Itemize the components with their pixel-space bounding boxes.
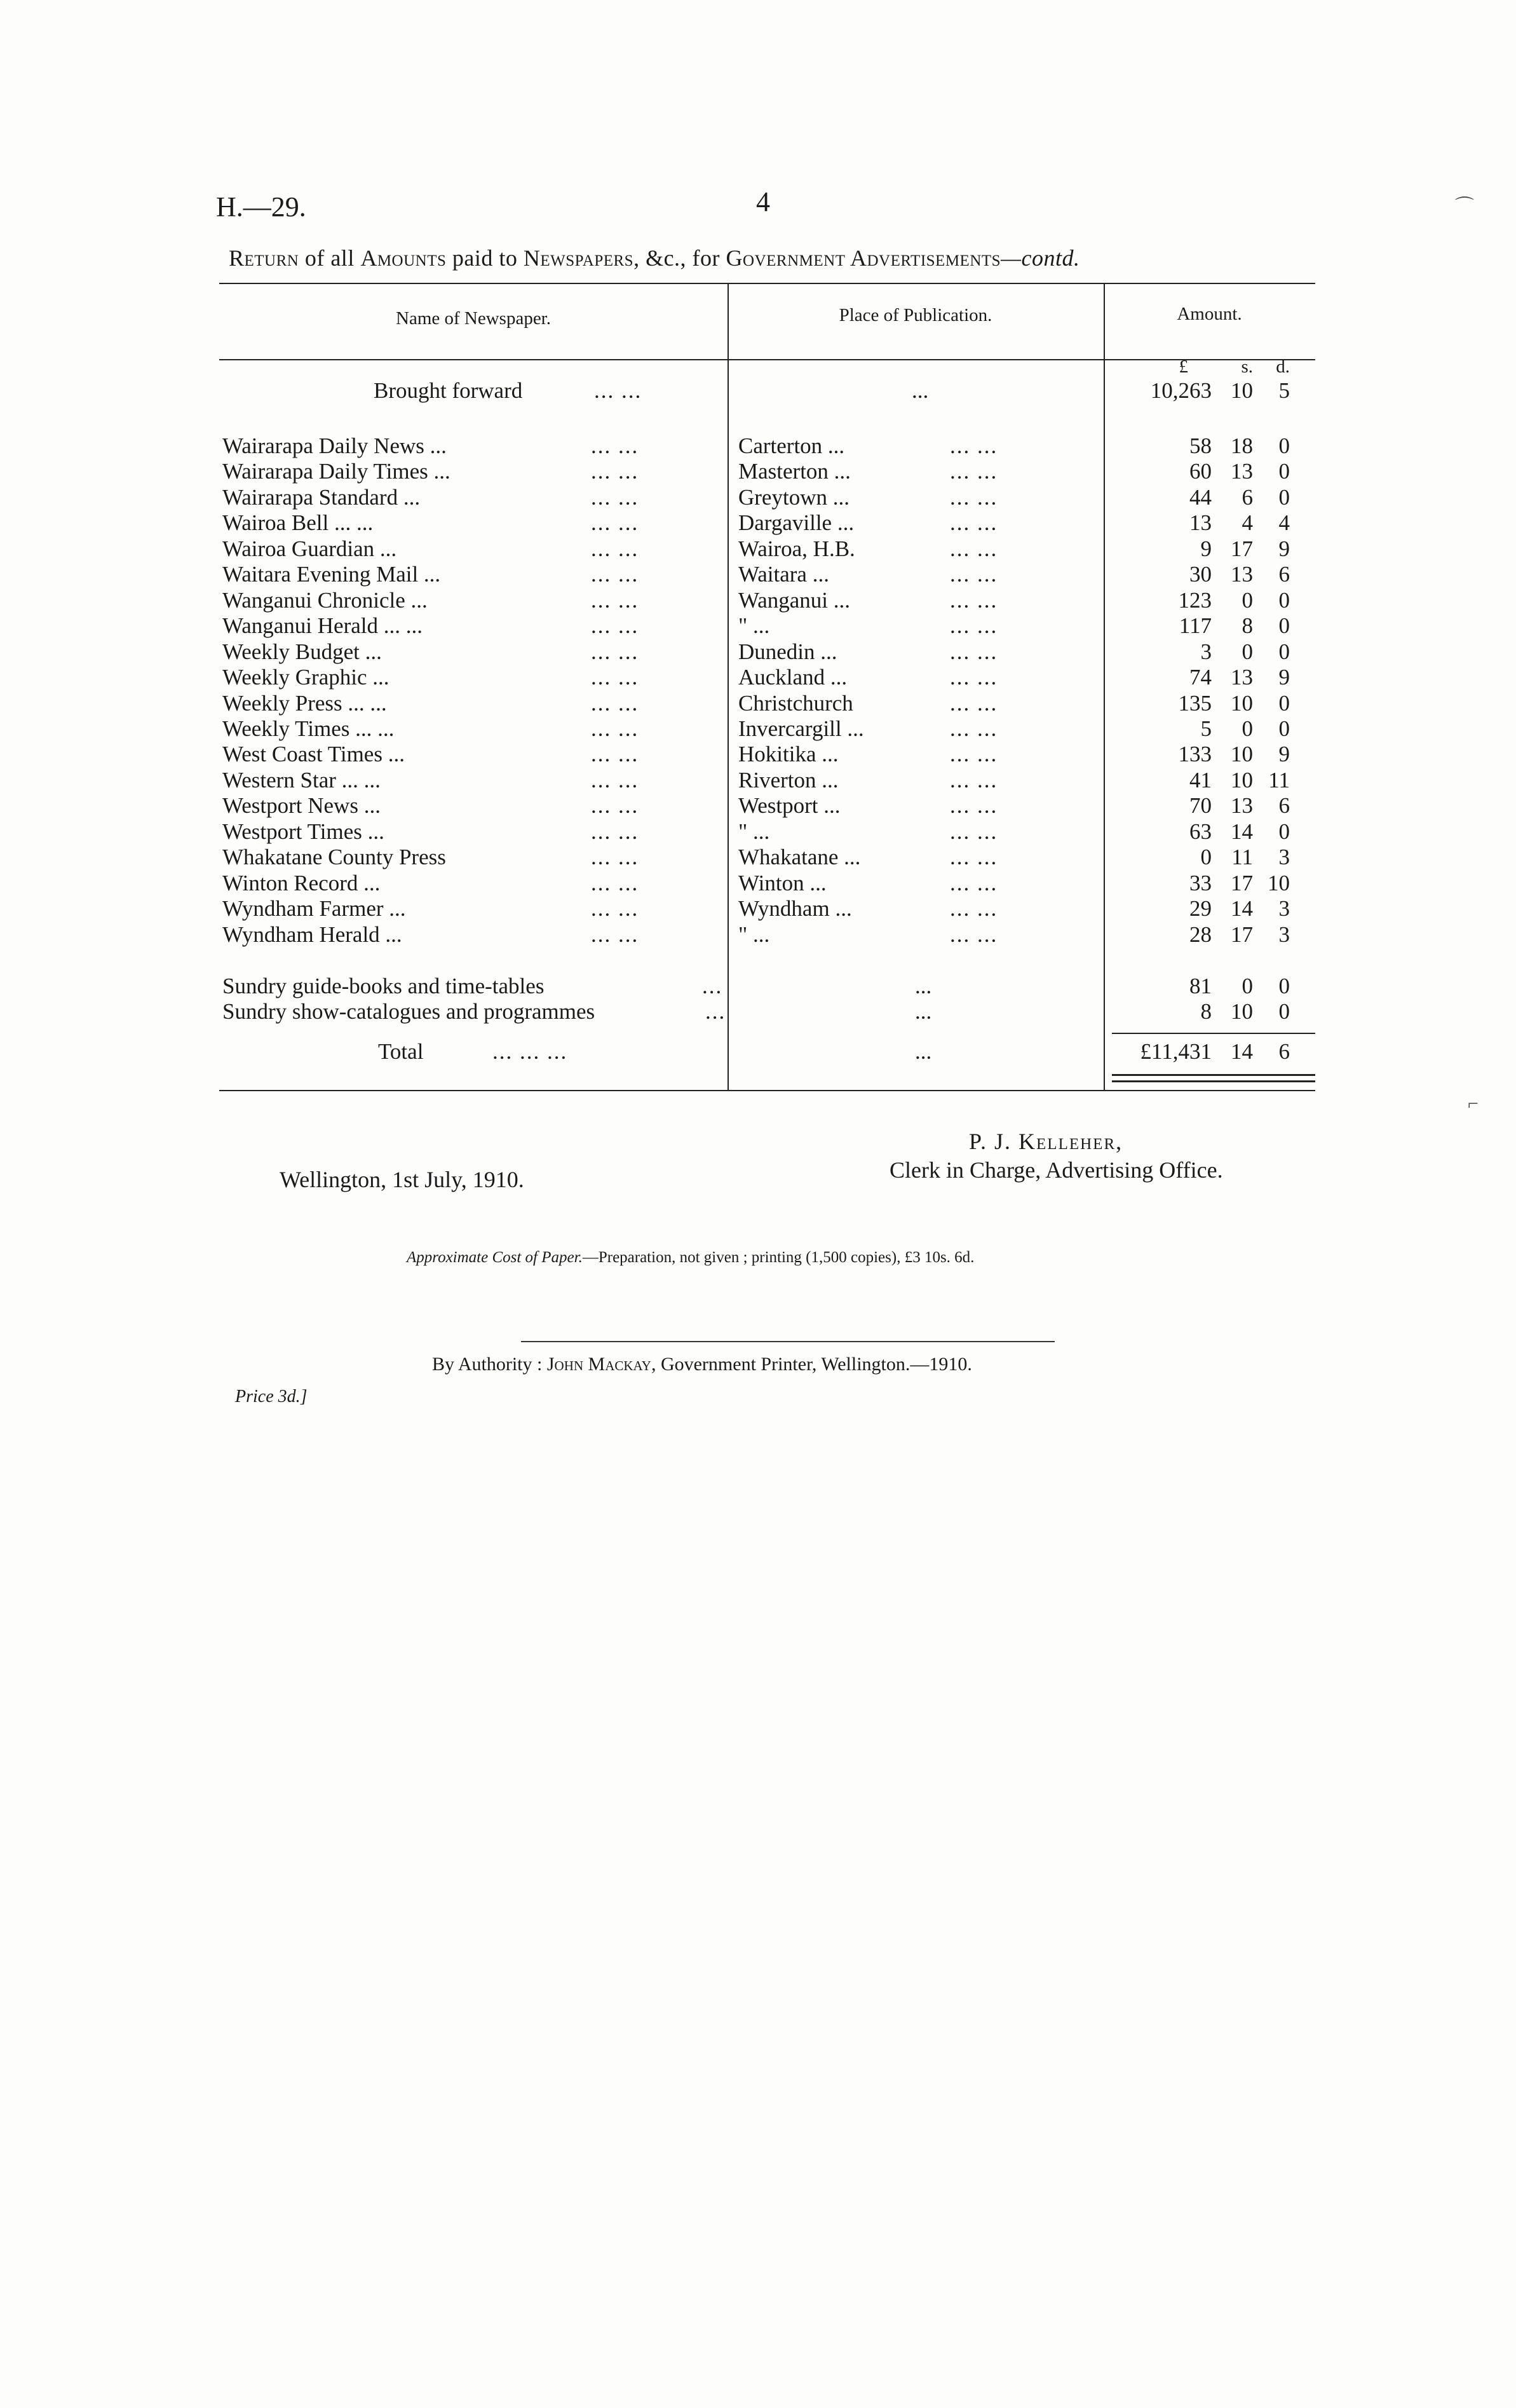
amount-shillings: 13 xyxy=(1231,793,1253,819)
amount-pounds: 135 xyxy=(1178,690,1212,716)
amount-pence: 9 xyxy=(1278,742,1290,767)
amount-shillings: 0 xyxy=(1242,716,1253,741)
place-of-publication: Wairoa, H.B. xyxy=(738,536,855,561)
amount-pence: 3 xyxy=(1278,845,1290,870)
place-leader-dots: ... ... xyxy=(950,459,998,484)
total-place-dots: ... xyxy=(915,1039,932,1064)
sundry-pounds: 81 xyxy=(1189,974,1212,998)
newspaper-name: Weekly Graphic ... xyxy=(222,665,389,690)
title-contd: —contd. xyxy=(1001,245,1080,271)
amount-shillings: 17 xyxy=(1231,922,1253,947)
amount-shillings: 8 xyxy=(1242,613,1253,639)
newspaper-name: Weekly Press ... ... xyxy=(222,690,387,716)
brought-forward-shillings: 10 xyxy=(1231,378,1253,403)
amount-pounds: 41 xyxy=(1189,767,1212,792)
sundry-shillings: 0 xyxy=(1242,974,1253,998)
place-leader-dots: ... ... xyxy=(950,536,998,561)
place-of-publication: " ... xyxy=(738,819,770,844)
place-of-publication: " ... xyxy=(738,922,770,947)
place-leader-dots: ... ... xyxy=(950,562,998,587)
name-leader-dots: ... ... xyxy=(591,870,639,895)
amount-shillings: 10 xyxy=(1231,690,1253,716)
amount-pence: 3 xyxy=(1278,896,1290,922)
title-etc-for: &c., for xyxy=(646,245,721,271)
table-row xyxy=(219,742,1315,767)
total-row xyxy=(219,1039,1315,1065)
place-of-publication: Whakatane ... xyxy=(738,845,861,870)
amount-pounds: 70 xyxy=(1189,793,1212,819)
brought-forward-place-dots: ... xyxy=(912,378,929,403)
total-dots: ... ... ... xyxy=(492,1039,568,1064)
newspaper-name: Whakatane County Press xyxy=(222,845,446,870)
amount-shillings: 17 xyxy=(1231,870,1253,895)
place-leader-dots: ... ... xyxy=(950,742,998,767)
title-amounts: Amounts xyxy=(360,245,447,271)
place-leader-dots: ... ... xyxy=(950,896,998,922)
brought-forward-pounds: 10,263 xyxy=(1150,378,1212,403)
amount-shillings: 13 xyxy=(1231,665,1253,690)
name-leader-dots: ... ... xyxy=(591,433,639,458)
name-leader-dots: ... ... xyxy=(591,613,639,639)
table-bottom-rule xyxy=(219,1090,1315,1091)
amount-shillings: 17 xyxy=(1231,536,1253,561)
place-of-publication: Wanganui ... xyxy=(738,587,851,613)
table-row xyxy=(219,768,1315,793)
scan-mark: ⌐ xyxy=(1468,1093,1479,1114)
name-leader-dots: ... ... xyxy=(591,536,639,561)
title-of-all: of all xyxy=(304,245,355,271)
amount-pounds: 74 xyxy=(1189,665,1212,690)
sundry-row xyxy=(219,999,1315,1024)
title-return: Return xyxy=(229,245,299,271)
table-row xyxy=(219,613,1315,639)
table-row xyxy=(219,536,1315,562)
amount-pounds: 13 xyxy=(1189,510,1212,536)
newspaper-name: Wanganui Herald ... ... xyxy=(222,613,423,639)
unit-pence: d. xyxy=(1276,357,1290,377)
amount-pounds: 117 xyxy=(1179,613,1212,639)
newspaper-name: Wairoa Bell ... ... xyxy=(222,510,374,536)
place-and-date: Wellington, 1st July, 1910. xyxy=(280,1167,524,1192)
total-shillings: 14 xyxy=(1231,1039,1253,1064)
place-leader-dots: ... ... xyxy=(950,870,998,895)
total-double-rule-2 xyxy=(1112,1080,1315,1082)
brought-forward-dots: ... ... xyxy=(594,378,642,403)
amount-pence: 0 xyxy=(1278,484,1290,510)
amount-pounds: 5 xyxy=(1200,716,1212,741)
table-row xyxy=(219,871,1315,896)
place-leader-dots: ... ... xyxy=(950,484,998,510)
name-leader-dots: ... ... xyxy=(591,819,639,844)
sundry-name: Sundry guide-books and time-tables xyxy=(222,974,545,998)
total-label: Total xyxy=(378,1039,424,1064)
brought-forward-pence: 5 xyxy=(1278,378,1290,403)
amount-pounds: 44 xyxy=(1189,484,1212,510)
name-leader-dots: ... ... xyxy=(591,587,639,613)
amount-shillings: 13 xyxy=(1231,562,1253,587)
return-title xyxy=(229,245,1080,271)
sundry-pence: 0 xyxy=(1278,999,1290,1024)
amount-pence: 0 xyxy=(1278,639,1290,664)
table-row xyxy=(219,588,1315,613)
name-leader-dots: ... ... xyxy=(591,742,639,767)
table-row xyxy=(219,485,1315,510)
amount-shillings: 4 xyxy=(1242,510,1253,536)
place-leader-dots: ... ... xyxy=(950,819,998,844)
name-leader-dots: ... ... xyxy=(591,562,639,587)
authority-rule xyxy=(521,1341,1055,1342)
name-leader-dots: ... ... xyxy=(591,665,639,690)
amount-pounds: 63 xyxy=(1189,819,1212,844)
sundry-dots: ... xyxy=(702,974,723,998)
total-pence: 6 xyxy=(1278,1039,1290,1064)
amount-pounds: 0 xyxy=(1200,845,1212,870)
amount-shillings: 0 xyxy=(1242,587,1253,613)
place-leader-dots: ... ... xyxy=(950,510,998,536)
table-row xyxy=(219,665,1315,690)
name-leader-dots: ... ... xyxy=(591,639,639,664)
signatory-title: Clerk in Charge, Advertising Office. xyxy=(890,1157,1223,1183)
amount-shillings: 14 xyxy=(1231,819,1253,844)
table-row xyxy=(219,459,1315,484)
approximate-cost-note xyxy=(407,1249,974,1267)
table-row xyxy=(219,691,1315,716)
amount-shillings: 14 xyxy=(1231,896,1253,922)
amount-pence: 3 xyxy=(1278,922,1290,947)
column-header-place: Place of Publication. xyxy=(839,305,992,325)
title-govt-ads: Government Advertisements xyxy=(726,245,1001,271)
place-leader-dots: ... ... xyxy=(950,665,998,690)
place-of-publication: Dargaville ... xyxy=(738,510,855,536)
amount-pounds: 60 xyxy=(1189,459,1212,484)
name-leader-dots: ... ... xyxy=(591,767,639,792)
place-of-publication: Carterton ... xyxy=(738,433,845,458)
amounts-table xyxy=(219,283,1315,1090)
amount-pence: 0 xyxy=(1278,459,1290,484)
table-row xyxy=(219,639,1315,665)
approx-label: Approximate Cost of Paper. xyxy=(407,1249,583,1266)
name-leader-dots: ... ... xyxy=(591,793,639,819)
amount-pence: 0 xyxy=(1278,690,1290,716)
amount-pounds: 30 xyxy=(1189,562,1212,587)
authority-prefix: By Authority : xyxy=(432,1354,543,1375)
signatory-name: P. J. Kelleher, xyxy=(969,1129,1123,1154)
authority-suffix: Government Printer, Wellington.—1910. xyxy=(660,1354,972,1375)
sundry-place-dots: ... xyxy=(915,974,932,998)
place-of-publication: Invercargill ... xyxy=(738,716,864,741)
table-row xyxy=(219,562,1315,587)
title-paid-to: paid to xyxy=(452,245,518,271)
newspaper-name: Westport Times ... xyxy=(222,819,384,844)
place-of-publication: Christchurch xyxy=(738,690,853,716)
place-leader-dots: ... ... xyxy=(950,793,998,819)
name-leader-dots: ... ... xyxy=(591,484,639,510)
document-reference: H.—29. xyxy=(216,191,306,222)
table-row xyxy=(219,716,1315,742)
total-pounds: £11,431 xyxy=(1140,1039,1212,1064)
name-leader-dots: ... ... xyxy=(591,716,639,741)
newspaper-name: Weekly Budget ... xyxy=(222,639,382,664)
place-leader-dots: ... ... xyxy=(950,613,998,639)
newspaper-name: Weekly Times ... ... xyxy=(222,716,395,741)
amount-pence: 11 xyxy=(1268,767,1290,792)
place-leader-dots: ... ... xyxy=(950,922,998,947)
sundry-pounds: 8 xyxy=(1200,999,1212,1024)
brought-forward-row xyxy=(219,378,1315,404)
brought-forward-label: Brought forward xyxy=(374,378,523,403)
newspaper-name: Wairarapa Standard ... xyxy=(222,484,421,510)
total-double-rule-1 xyxy=(1112,1074,1315,1076)
place-of-publication: Auckland ... xyxy=(738,665,848,690)
sundry-shillings: 10 xyxy=(1231,999,1253,1024)
amount-pounds: 58 xyxy=(1189,433,1212,458)
name-leader-dots: ... ... xyxy=(591,922,639,947)
table-row xyxy=(219,793,1315,819)
amount-pounds: 123 xyxy=(1178,587,1212,613)
table-row xyxy=(219,922,1315,948)
newspaper-name: West Coast Times ... xyxy=(222,742,405,767)
newspaper-name: Westport News ... xyxy=(222,793,381,819)
amount-shillings: 10 xyxy=(1231,767,1253,792)
table-row xyxy=(219,845,1315,870)
price-label: Price 3d.] xyxy=(235,1387,308,1406)
page-number: 4 xyxy=(756,186,770,217)
amount-pence: 0 xyxy=(1278,433,1290,458)
sundry-place-dots: ... xyxy=(915,999,932,1024)
amount-pounds: 28 xyxy=(1189,922,1212,947)
title-newspapers: Newspapers, xyxy=(523,245,640,271)
approx-text: —Preparation, not given ; printing (1,500 copies), £3 10s. 6d. xyxy=(582,1249,975,1266)
units-row xyxy=(219,354,1315,379)
amount-shillings: 13 xyxy=(1231,459,1253,484)
name-leader-dots: ... ... xyxy=(591,459,639,484)
place-leader-dots: ... ... xyxy=(950,767,998,792)
newspaper-name: Winton Record ... xyxy=(222,870,381,895)
newspaper-name: Wyndham Herald ... xyxy=(222,922,402,947)
newspaper-name: Western Star ... ... xyxy=(222,767,381,792)
place-of-publication: Waitara ... xyxy=(738,562,829,587)
newspaper-name: Wairoa Guardian ... xyxy=(222,536,397,561)
name-leader-dots: ... ... xyxy=(591,896,639,922)
place-of-publication: Wyndham ... xyxy=(738,896,852,922)
place-leader-dots: ... ... xyxy=(950,587,998,613)
amount-pence: 0 xyxy=(1278,613,1290,639)
amount-pence: 6 xyxy=(1278,562,1290,587)
table-top-rule xyxy=(219,283,1315,284)
table-row xyxy=(219,433,1315,459)
place-of-publication: Westport ... xyxy=(738,793,841,819)
sundry-dots: ... xyxy=(705,999,726,1024)
total-rule xyxy=(1112,1033,1315,1034)
amount-shillings: 10 xyxy=(1231,742,1253,767)
place-of-publication: Hokitika ... xyxy=(738,742,839,767)
amount-pence: 9 xyxy=(1278,665,1290,690)
place-leader-dots: ... ... xyxy=(950,845,998,870)
place-leader-dots: ... ... xyxy=(950,639,998,664)
newspaper-name: Wanganui Chronicle ... xyxy=(222,587,428,613)
newspaper-name: Wairarapa Daily Times ... xyxy=(222,459,450,484)
amount-pounds: 9 xyxy=(1200,536,1212,561)
amount-pounds: 29 xyxy=(1189,896,1212,922)
column-header-name: Name of Newspaper. xyxy=(396,308,551,329)
unit-pounds: £ xyxy=(1179,357,1188,377)
amount-pence: 0 xyxy=(1278,819,1290,844)
place-of-publication: " ... xyxy=(738,613,770,639)
table-row xyxy=(219,819,1315,845)
amount-shillings: 0 xyxy=(1242,639,1253,664)
place-of-publication: Masterton ... xyxy=(738,459,851,484)
amount-shillings: 6 xyxy=(1242,484,1253,510)
amount-shillings: 11 xyxy=(1231,845,1253,870)
newspaper-name: Wairarapa Daily News ... xyxy=(222,433,447,458)
place-leader-dots: ... ... xyxy=(950,716,998,741)
amount-shillings: 18 xyxy=(1231,433,1253,458)
amount-pence: 0 xyxy=(1278,716,1290,741)
place-leader-dots: ... ... xyxy=(950,690,998,716)
sundry-pence: 0 xyxy=(1278,974,1290,998)
amount-pence: 10 xyxy=(1268,870,1290,895)
unit-shillings: s. xyxy=(1241,357,1253,377)
name-leader-dots: ... ... xyxy=(591,690,639,716)
amount-pence: 4 xyxy=(1278,510,1290,536)
amount-pence: 0 xyxy=(1278,587,1290,613)
column-header-amount: Amount. xyxy=(1177,304,1242,324)
name-leader-dots: ... ... xyxy=(591,510,639,536)
place-of-publication: Winton ... xyxy=(738,870,827,895)
printer-authority xyxy=(432,1354,972,1375)
table-row xyxy=(219,896,1315,922)
place-leader-dots: ... ... xyxy=(950,433,998,458)
authority-name: John Mackay, xyxy=(546,1354,656,1375)
sundry-row xyxy=(219,974,1315,999)
amount-pounds: 33 xyxy=(1189,870,1212,895)
place-of-publication: Greytown ... xyxy=(738,484,849,510)
amount-pounds: 133 xyxy=(1178,742,1212,767)
amount-pounds: 3 xyxy=(1200,639,1212,664)
place-of-publication: Dunedin ... xyxy=(738,639,837,664)
sundry-name: Sundry show-catalogues and programmes xyxy=(222,999,595,1024)
place-of-publication: Riverton ... xyxy=(738,767,839,792)
scan-mark: ⌒ xyxy=(1455,196,1474,217)
newspaper-name: Wyndham Farmer ... xyxy=(222,896,406,922)
newspaper-name: Waitara Evening Mail ... xyxy=(222,562,441,587)
amount-pence: 6 xyxy=(1278,793,1290,819)
table-row xyxy=(219,510,1315,536)
name-leader-dots: ... ... xyxy=(591,845,639,870)
amount-pence: 9 xyxy=(1278,536,1290,561)
